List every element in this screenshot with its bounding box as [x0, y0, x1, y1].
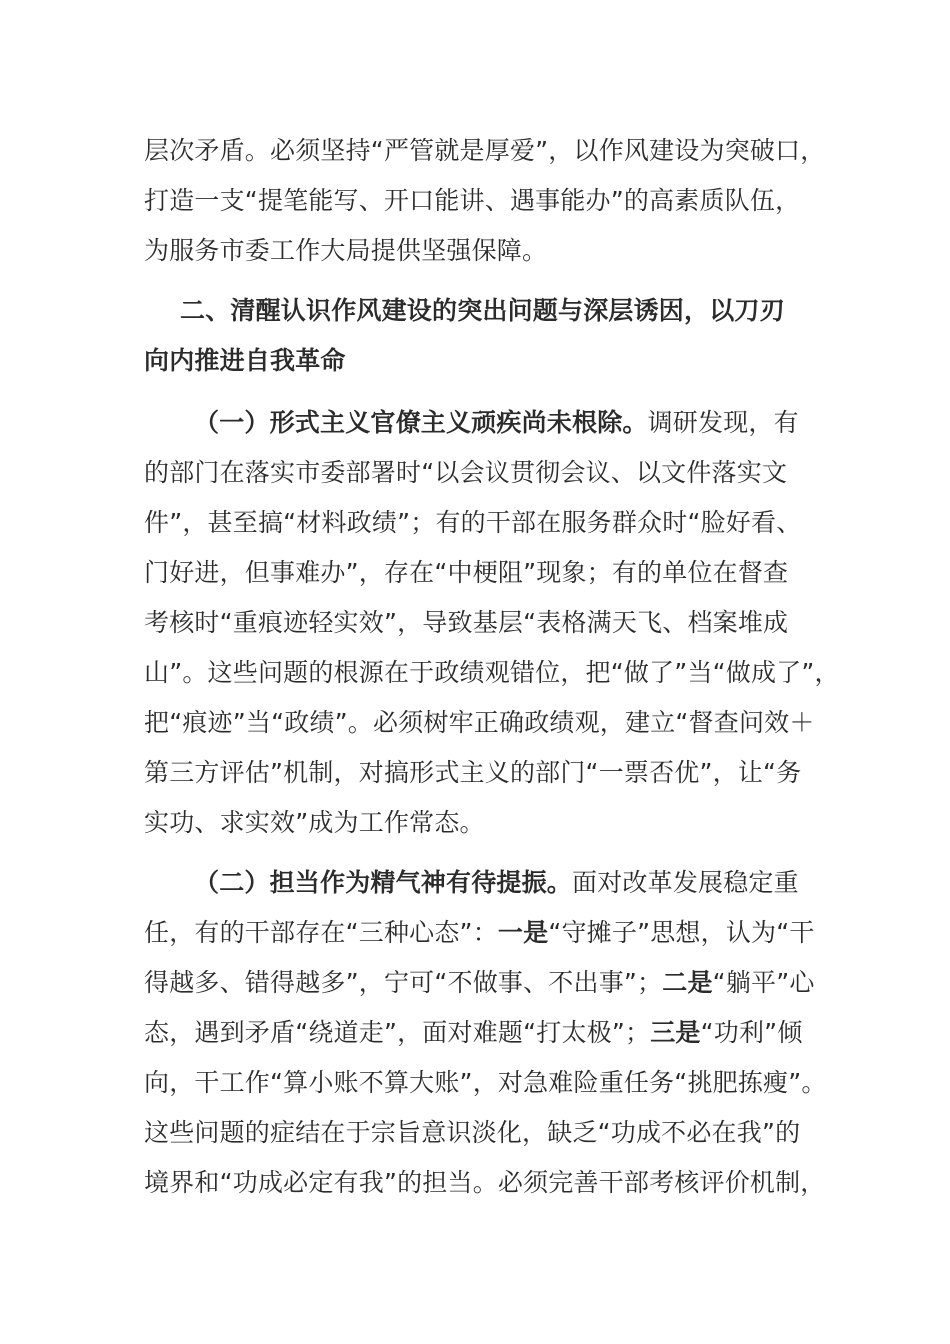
body-line: 任，有的干部存在“三种心态”：一是“守摊子”思想，认为“干 [144, 918, 815, 947]
body-line: 考核时“重痕迹轻实效”，导致基层“表格满天飞、档案堆成 [144, 608, 789, 637]
subsection-line: （二）担当作为精气神有待提振。面对改革发展稳定重 [194, 868, 799, 897]
body-line: 这些问题的症结在于宗旨意识淡化，缺乏“功成不必在我”的 [144, 1118, 801, 1147]
body-line: 层次矛盾。必须坚持“严管就是厚爱”，以作风建设为突破口， [144, 136, 826, 165]
body-line: 得越多、错得越多”，宁可“不做事、不出事”；二是“躺平”心 [144, 968, 815, 997]
body-line: 件”，甚至搞“材料政绩”；有的干部在服务群众时“脸好看、 [144, 508, 802, 537]
body-line: 实功、求实效”成为工作常态。 [144, 808, 485, 837]
subsection-heading: （二）担当作为精气神有待提振。 [194, 868, 573, 897]
body-line: 境界和“功成必定有我”的担当。必须完善干部考核评价机制， [144, 1168, 826, 1197]
body-line: 山”。这些问题的根源在于政绩观错位，把“做了”当“做成了”， [144, 658, 840, 687]
body-line: 把“痕迹”当“政绩”。必须树牢正确政绩观，建立“督查问效＋ [144, 708, 815, 737]
section-heading: 向内推进自我革命 [144, 346, 346, 375]
body-line: 门好进，但事难办”，存在“中梗阻”现象；有的单位在督查 [144, 558, 789, 587]
body-line: 的部门在落实市委部署时“以会议贯彻会议、以文件落实文 [144, 458, 788, 487]
section-heading: 二、清醒认识作风建设的突出问题与深层诱因，以刀刃 [180, 296, 785, 325]
body-line: 第三方评估”机制，对搞形式主义的部门“一票否优”，让“务 [144, 758, 802, 787]
subsection-heading: （一）形式主义官僚主义顽疾尚未根除。 [194, 408, 648, 437]
body-line: 向，干工作“算小账不算大账”，对急难险重任务“挑肥拣瘦”。 [144, 1068, 827, 1097]
subsection-line: （一）形式主义官僚主义顽疾尚未根除。调研发现，有 [194, 408, 799, 437]
body-line: 为服务市委工作大局提供坚强保障。 [144, 236, 548, 265]
body-line: 态，遇到矛盾“绕道走”，面对难题“打太极”；三是“功利”倾 [144, 1018, 803, 1047]
body-line: 打造一支“提笔能写、开口能讲、遇事能办”的高素质队伍， [144, 186, 801, 215]
